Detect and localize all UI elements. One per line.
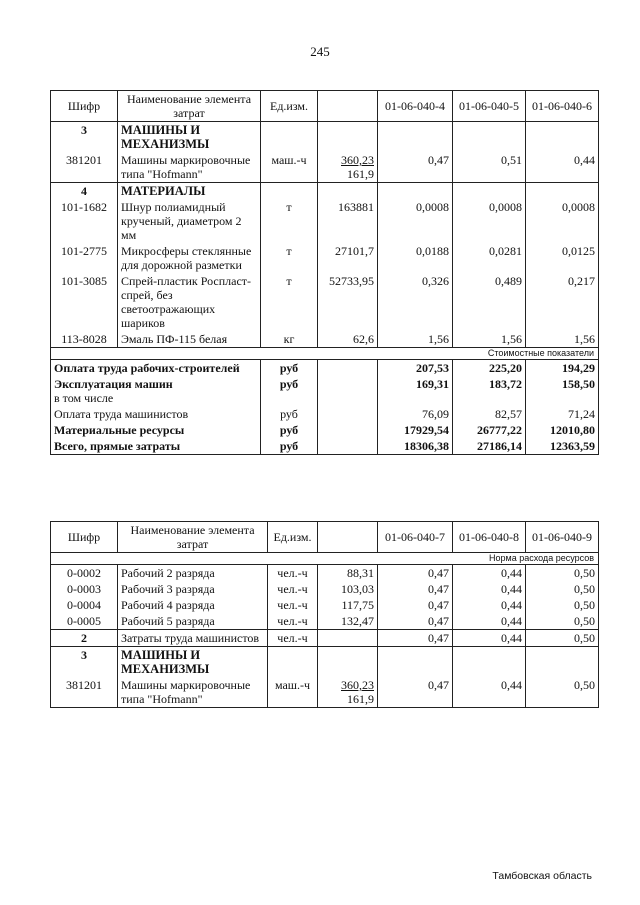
row-value-1: 0,47	[378, 581, 453, 597]
row-name: Микросферы стеклянные для дорожной разметки	[118, 243, 261, 273]
row-value-3: 0,0008	[526, 199, 599, 243]
row-unit: т	[261, 273, 318, 331]
row-code: 0-0003	[51, 581, 118, 597]
section-code: 3	[51, 647, 118, 678]
row-code: 113-8028	[51, 331, 118, 348]
header-col-1: 01-06-040-7	[378, 522, 453, 553]
row-price: 132,47	[318, 613, 378, 630]
resource-table-1	[50, 90, 599, 455]
row-value-3: 0,217	[526, 273, 599, 331]
row-value-2: 0,44	[453, 581, 526, 597]
row-value-2: 0,51	[453, 152, 526, 183]
row-name: Рабочий 5 разряда	[118, 613, 268, 630]
row-value-3: 0,50	[526, 581, 599, 597]
row-unit: т	[261, 243, 318, 273]
header-col-1: 01-06-040-4	[378, 91, 453, 122]
cost-unit: руб	[261, 376, 318, 406]
cost-value-3: 12010,80	[526, 422, 599, 438]
row-value-1: 0,47	[378, 152, 453, 183]
table-header-row	[51, 91, 599, 122]
row-price: 88,31	[318, 565, 378, 582]
row-code: 101-2775	[51, 243, 118, 273]
cost-value-3: 12363,59	[526, 438, 599, 455]
cost-row	[51, 438, 599, 455]
cost-label: Материальные ресурсы	[51, 422, 261, 438]
section-row	[51, 183, 599, 200]
cost-label	[51, 376, 261, 406]
header-name: Наименование элемента затрат	[118, 522, 268, 553]
header-name: Наименование элемента затрат	[118, 91, 261, 122]
table-header-row	[51, 522, 599, 553]
cost-value-2: 82,57	[453, 406, 526, 422]
header-code: Шифр	[51, 522, 118, 553]
row-unit: маш.-ч	[261, 152, 318, 183]
cost-label-main: Эксплуатация машин	[54, 377, 173, 391]
cost-value-1: 76,09	[378, 406, 453, 422]
row-code: 0-0002	[51, 565, 118, 582]
row-value-3: 1,56	[526, 331, 599, 348]
row-name: Машины маркировочные типа "Hofmann"	[118, 677, 268, 708]
row-name: Машины маркировочные типа "Hofmann"	[118, 152, 261, 183]
cost-value-3: 194,29	[526, 360, 599, 377]
row-value-1: 0,0188	[378, 243, 453, 273]
section-code: 4	[51, 183, 118, 200]
header-col-3: 01-06-040-6	[526, 91, 599, 122]
cost-label-sub: в том числе	[54, 391, 114, 405]
cost-value-1: 18306,38	[378, 438, 453, 455]
price-bottom: 161,9	[347, 167, 374, 181]
row-value-2: 0,44	[453, 613, 526, 630]
cost-value-1: 17929,54	[378, 422, 453, 438]
row-value-1: 0,47	[378, 565, 453, 582]
row-unit: чел.-ч	[268, 613, 318, 630]
cost-value-2: 27186,14	[453, 438, 526, 455]
header-unit: Ед.изм.	[268, 522, 318, 553]
price-top: 360,23	[341, 678, 374, 692]
row-code: 101-3085	[51, 273, 118, 331]
row-value-3: 0,50	[526, 677, 599, 708]
row-name: Рабочий 2 разряда	[118, 565, 268, 582]
header-price	[318, 91, 378, 122]
row-price	[318, 677, 378, 708]
cost-value-1: 169,31	[378, 376, 453, 406]
row-value-1: 1,56	[378, 331, 453, 348]
cost-value-1: 207,53	[378, 360, 453, 377]
cost-unit: руб	[261, 360, 318, 377]
row-price: 117,75	[318, 597, 378, 613]
header-code: Шифр	[51, 91, 118, 122]
row-code: 0-0005	[51, 613, 118, 630]
row-value-3: 0,50	[526, 630, 599, 647]
cost-unit: руб	[261, 406, 318, 422]
table-row	[51, 199, 599, 243]
row-value-2: 0,44	[453, 677, 526, 708]
cost-value-3: 71,24	[526, 406, 599, 422]
cost-row	[51, 360, 599, 377]
table-row	[51, 581, 599, 597]
row-name: Спрей-пластик Роспласт-спрей, без светоотражающих шариков	[118, 273, 261, 331]
cost-value-2: 183,72	[453, 376, 526, 406]
table-row	[51, 243, 599, 273]
row-code: 381201	[51, 677, 118, 708]
cost-label: Всего, прямые затраты	[51, 438, 261, 455]
section-row	[51, 122, 599, 153]
row-value-1: 0,47	[378, 597, 453, 613]
row-value-2: 0,0281	[453, 243, 526, 273]
cost-row	[51, 376, 599, 406]
cost-row	[51, 422, 599, 438]
table-row	[51, 677, 599, 708]
section-title: МАТЕРИАЛЫ	[118, 183, 261, 200]
row-price: 27101,7	[318, 243, 378, 273]
row-value-3: 0,50	[526, 613, 599, 630]
row-price: 103,03	[318, 581, 378, 597]
row-price: 62,6	[318, 331, 378, 348]
row-value-2: 0,44	[453, 597, 526, 613]
row-value-2: 0,489	[453, 273, 526, 331]
band-row	[51, 348, 599, 360]
section-title: МАШИНЫ И МЕХАНИЗМЫ	[118, 647, 268, 678]
cost-value-2: 26777,22	[453, 422, 526, 438]
footer-region: Тамбовская область	[492, 870, 592, 882]
row-value-3: 0,0125	[526, 243, 599, 273]
table-row	[51, 331, 599, 348]
row-unit: чел.-ч	[268, 581, 318, 597]
row-value-3: 0,50	[526, 565, 599, 582]
row-unit: т	[261, 199, 318, 243]
row-price: 52733,95	[318, 273, 378, 331]
row-name: Рабочий 4 разряда	[118, 597, 268, 613]
row-value-3: 0,44	[526, 152, 599, 183]
header-col-2: 01-06-040-8	[453, 522, 526, 553]
row-name: Эмаль ПФ-115 белая	[118, 331, 261, 348]
section-row	[51, 647, 599, 678]
header-col-3: 01-06-040-9	[526, 522, 599, 553]
cost-value-2: 225,20	[453, 360, 526, 377]
table-row	[51, 152, 599, 183]
row-price: 163881	[318, 199, 378, 243]
table-row	[51, 565, 599, 582]
row-name: Затраты труда машинистов	[118, 630, 268, 647]
header-unit: Ед.изм.	[261, 91, 318, 122]
section-title: МАШИНЫ И МЕХАНИЗМЫ	[118, 122, 261, 153]
table-row	[51, 630, 599, 647]
band-row	[51, 553, 599, 565]
row-value-2: 0,44	[453, 565, 526, 582]
row-unit: кг	[261, 331, 318, 348]
table-row	[51, 613, 599, 630]
row-code: 0-0004	[51, 597, 118, 613]
row-value-1: 0,47	[378, 677, 453, 708]
row-value-2: 0,44	[453, 630, 526, 647]
row-price	[318, 152, 378, 183]
cost-value-3: 158,50	[526, 376, 599, 406]
row-code: 381201	[51, 152, 118, 183]
row-value-3: 0,50	[526, 597, 599, 613]
row-unit: чел.-ч	[268, 565, 318, 582]
page-number: 245	[310, 44, 330, 59]
row-name: Шнур полиамидный крученый, диаметром 2 мм	[118, 199, 261, 243]
cost-row	[51, 406, 599, 422]
row-unit: чел.-ч	[268, 597, 318, 613]
cost-label: Оплата труда рабочих-строителей	[51, 360, 261, 377]
row-value-1: 0,0008	[378, 199, 453, 243]
cost-label: Оплата труда машинистов	[51, 406, 261, 422]
header-col-2: 01-06-040-5	[453, 91, 526, 122]
section-code: 3	[51, 122, 118, 153]
row-value-1: 0,47	[378, 630, 453, 647]
band-label: Стоимостные показатели	[51, 348, 599, 360]
table-row	[51, 597, 599, 613]
cost-unit: руб	[261, 422, 318, 438]
row-code: 2	[51, 630, 118, 647]
row-value-2: 1,56	[453, 331, 526, 348]
row-unit: чел.-ч	[268, 630, 318, 647]
row-name: Рабочий 3 разряда	[118, 581, 268, 597]
table-row	[51, 273, 599, 331]
row-value-2: 0,0008	[453, 199, 526, 243]
row-value-1: 0,47	[378, 613, 453, 630]
row-code: 101-1682	[51, 199, 118, 243]
header-price	[318, 522, 378, 553]
band-label: Норма расхода ресурсов	[51, 553, 599, 565]
cost-unit: руб	[261, 438, 318, 455]
price-bottom: 161,9	[347, 692, 374, 706]
row-unit: маш.-ч	[268, 677, 318, 708]
row-value-1: 0,326	[378, 273, 453, 331]
resource-table-2	[50, 521, 599, 708]
price-top: 360,23	[341, 153, 374, 167]
